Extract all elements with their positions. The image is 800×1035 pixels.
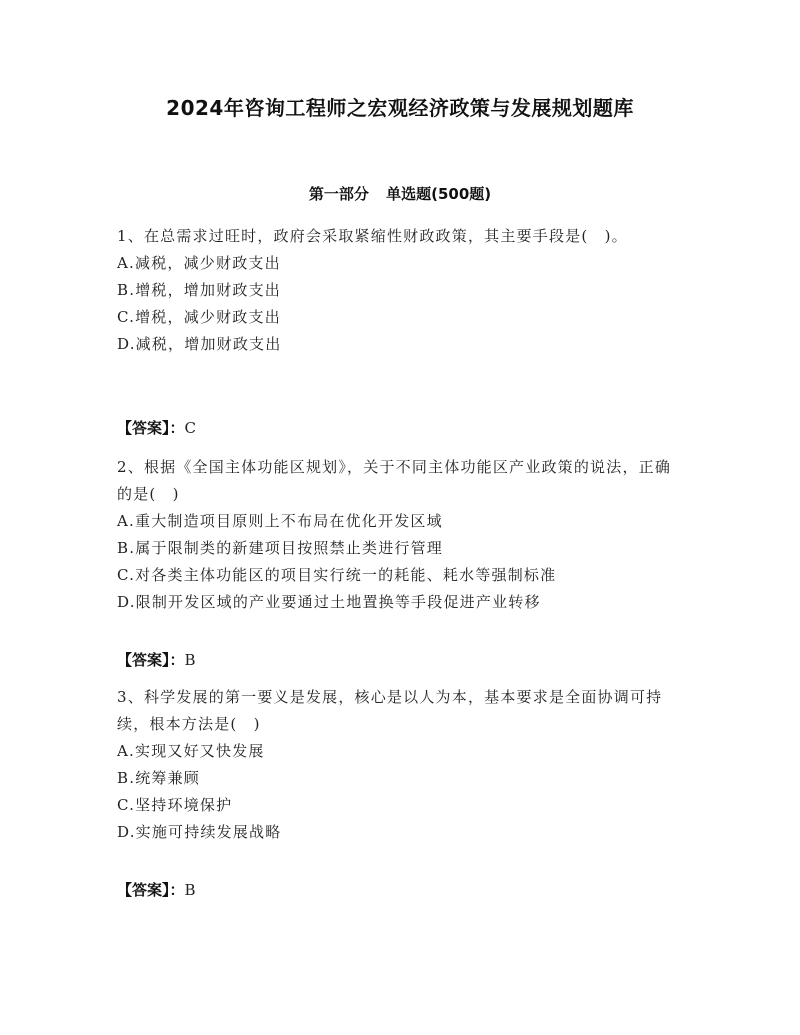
answer-label: 【答案】： (117, 419, 185, 437)
section-heading (0, 183, 800, 204)
document-title: 2024年咨询工程师之宏观经济政策与发展规划题库 (166, 96, 634, 120)
section-type: 单选题(500题) (386, 185, 492, 203)
answer-3 (117, 879, 196, 900)
question-stem: 1、在总需求过旺时，政府会采取紧缩性财政政策，其主要手段是( )。 (117, 227, 628, 245)
option-c: C.对各类主体功能区的项目实行统一的耗能、耗水等强制标准 (117, 566, 557, 584)
question-stem: 3、科学发展的第一要义是发展，核心是以人为本，基本要求是全面协调可持续，根本方法是( ) (117, 688, 663, 733)
question-3 (117, 684, 687, 846)
answer-label: 【答案】： (117, 881, 185, 899)
option-a: A.重大制造项目原则上不布局在优化开发区域 (117, 512, 443, 530)
section-part: 第一部分 (308, 185, 369, 203)
answer-label: 【答案】： (117, 651, 185, 669)
question-stem: 2、根据《全国主体功能区规划》，关于不同主体功能区产业政策的说法，正确的是( ) (117, 458, 672, 503)
option-c: C.增税，减少财政支出 (117, 308, 281, 326)
option-c: C.坚持环境保护 (117, 796, 233, 814)
answer-value: B (184, 881, 196, 899)
question-2 (117, 454, 687, 616)
option-d: D.限制开发区域的产业要通过土地置换等手段促进产业转移 (117, 593, 541, 611)
option-d: D.减税，增加财政支出 (117, 335, 282, 353)
option-b: B.增税，增加财政支出 (117, 281, 281, 299)
answer-1 (117, 417, 196, 438)
option-d: D.实施可持续发展战略 (117, 823, 282, 841)
option-b: B.属于限制类的新建项目按照禁止类进行管理 (117, 539, 443, 557)
question-1 (117, 223, 687, 358)
option-a: A.减税，减少财政支出 (117, 254, 281, 272)
answer-value: C (184, 419, 196, 437)
answer-value: B (184, 651, 196, 669)
answer-2 (117, 649, 196, 670)
option-a: A.实现又好又快发展 (117, 742, 265, 760)
option-b: B.统筹兼顾 (117, 769, 200, 787)
